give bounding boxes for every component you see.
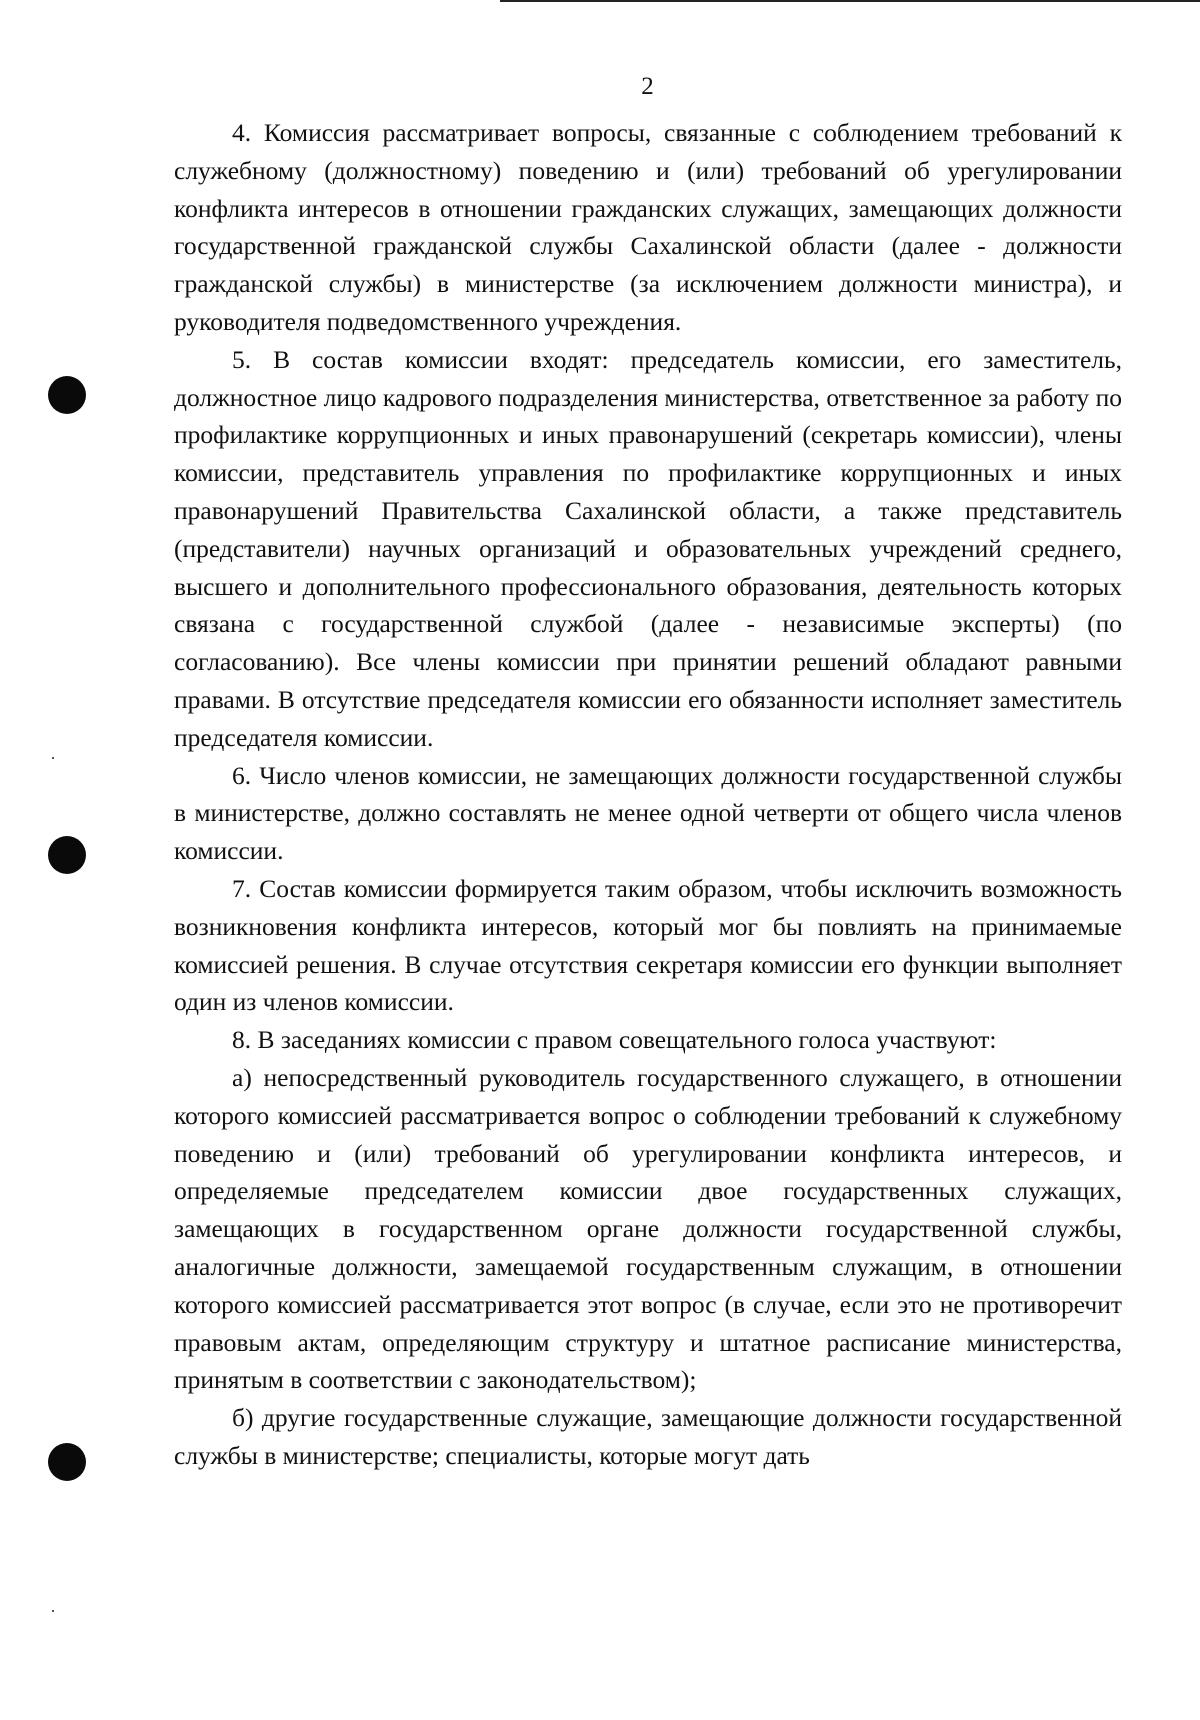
punch-hole-top [48,376,86,414]
paragraph-8a: а) непосредственный руководитель государственного служащего, в отношении которого комиссией рассматривается вопрос о соблюдении требований к служебному поведению и (или) требований об урегулировании конфликта интересов, и определяемые председателем комиссии двое государственных служащих, замещающих в государственном органе должности государственной службы, аналогичные должности, замещаемой государственным служащим, в отношении которого комиссией рассматривается этот вопрос (в случае, если это не противоречит правовым актам, определяющим структуру и штатное расписание министерства, принятым в соответствии с законодательством); [174,1062,1122,1395]
paragraph-6: 6. Число членов комиссии, не замещающих должности государственной службы в министерстве, должно составлять не менее одной четверти от общего числа членов комиссии. [174,760,1122,866]
paragraph-8: 8. В заседаниях комиссии с правом совещательного голоса участвуют: [232,1025,997,1055]
paragraph-5: 5. В состав комиссии входят: председатель комиссии, его заместитель, должностное лицо кадрового подразделения министерства, ответственное за работу по профилактике коррупционных и иных правонарушений (секретарь комиссии), члены комиссии, представитель управления по профилактике коррупционных и иных правонарушений Правительства Сахалинской области, а также представитель (представители) научных организаций и образовательных учреждений среднего, высшего и дополнительного профессионального образования, деятельность которых связана с государственной службой (далее - независимые эксперты) (по согласованию). Все члены комиссии при принятии решений обладают равными правами. В отсутствие председателя комиссии его обязанности исполняет заместитель председателя комиссии. [174,344,1122,752]
paragraph-8b: б) другие государственные служащие, замещающие должности государственной службы в министерстве; специалисты, которые могут дать [174,1403,1122,1470]
page-number: 2 [641,73,654,100]
scan-speck [52,1610,54,1612]
scan-speck [52,757,54,759]
paragraph-4: 4. Комиссия рассматривает вопросы, связанные с соблюдением требований к служебному (должностному) поведению и (или) требований об урегулировании конфликта интересов в отношении гражданских служащих, замещающих должности государственной гражданской службы Сахалинской области (далее - должности гражданской службы) в министерстве (за исключением должности министра), и руководителя подведомственного учреждения. [174,118,1122,336]
document-body [174,114,1122,1475]
punch-hole-middle [48,836,86,874]
punch-hole-bottom [48,1443,86,1481]
top-border-line [500,0,1200,2]
paragraph-7: 7. Состав комиссии формируется таким образом, чтобы исключить возможность возникновения конфликта интересов, который мог бы повлиять на принимаемые комиссией решения. В случае отсутствия секретаря комиссии его функции выполняет один из членов комиссии. [174,873,1122,1017]
